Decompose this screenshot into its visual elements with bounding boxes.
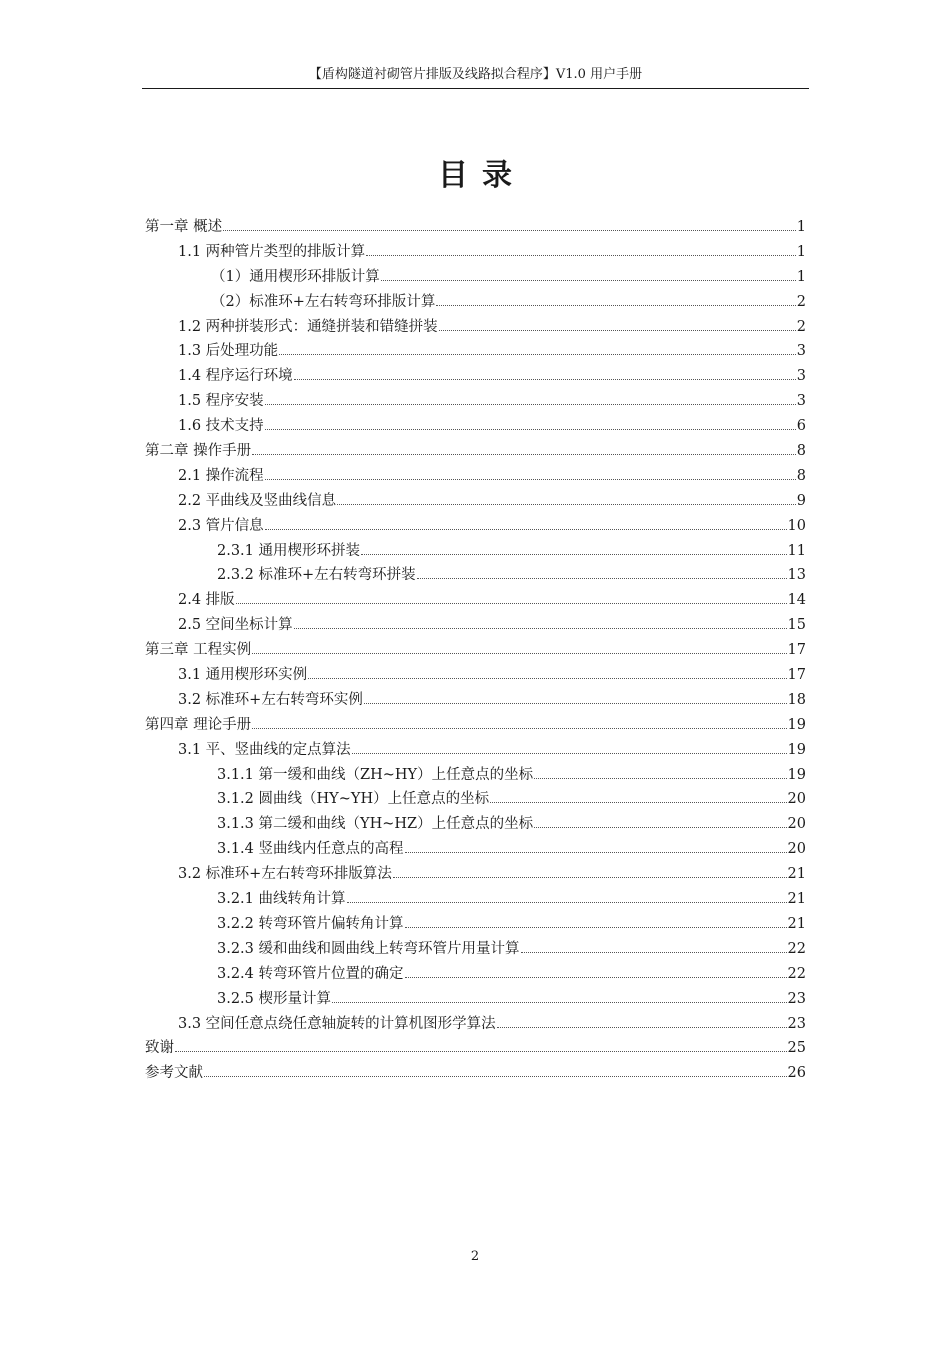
toc-entry-label: 3.3 空间任意点绕任意轴旋转的计算机图形学算法 xyxy=(178,1015,496,1032)
toc-entry[interactable] xyxy=(145,563,806,588)
toc-entry-page: 23 xyxy=(787,990,806,1007)
toc-entry-label: 1.2 两种拼装形式：通缝拼装和错缝拼装 xyxy=(178,318,438,335)
toc-entry[interactable] xyxy=(145,240,806,265)
toc-entry[interactable] xyxy=(145,713,806,738)
toc-entry-page: 19 xyxy=(787,766,806,783)
toc-entry-page: 3 xyxy=(796,343,806,360)
toc-dot-leader xyxy=(252,728,786,729)
toc-entry-page: 13 xyxy=(787,567,806,584)
toc-entry-label: 1.5 程序安装 xyxy=(178,393,264,410)
toc-dot-leader xyxy=(361,554,787,555)
toc-dot-leader xyxy=(490,802,786,803)
toc-entry[interactable] xyxy=(145,265,806,290)
toc-dot-leader xyxy=(417,578,787,579)
toc-entry-page: 23 xyxy=(787,1015,806,1032)
toc-dot-leader xyxy=(204,1076,787,1077)
toc-entry-label: 2.5 空间坐标计算 xyxy=(178,617,293,634)
toc-entry[interactable] xyxy=(145,962,806,987)
toc-entry[interactable] xyxy=(145,987,806,1012)
toc-entry[interactable] xyxy=(145,613,806,638)
toc-entry[interactable] xyxy=(145,837,806,862)
toc-entry[interactable] xyxy=(145,738,806,763)
toc-entry[interactable] xyxy=(145,1012,806,1037)
toc-entry[interactable] xyxy=(145,464,806,489)
toc-entry-page: 10 xyxy=(787,517,806,534)
toc-entry-page: 2 xyxy=(796,318,806,335)
toc-entry-page: 14 xyxy=(787,592,806,609)
toc-entry-label: 3.1 通用楔形环实例 xyxy=(178,667,308,684)
toc-dot-leader xyxy=(364,703,787,704)
toc-entry-page: 1 xyxy=(796,219,806,235)
toc-entry-label: 第二章 操作手册 xyxy=(145,443,252,460)
toc-entry-label: （2）标准环+左右转弯环排版计算 xyxy=(211,293,436,310)
toc-dot-leader xyxy=(347,902,787,903)
toc-entry[interactable] xyxy=(145,439,806,464)
toc-dot-leader xyxy=(405,977,787,978)
running-header: 【盾构隧道衬砌管片排版及线路拟合程序】V1.0 用户手册 xyxy=(308,67,643,82)
toc-entry-label: 3.2 标准环+左右转弯环实例 xyxy=(178,691,363,708)
toc-entry[interactable] xyxy=(145,763,806,788)
toc-entry[interactable] xyxy=(145,315,806,340)
toc-dot-leader xyxy=(308,678,786,679)
toc-entry-page: 25 xyxy=(787,1040,806,1057)
toc-entry-label: 3.2.3 缓和曲线和圆曲线上转弯环管片用量计算 xyxy=(217,940,520,957)
toc-entry[interactable] xyxy=(145,290,806,315)
toc-entry[interactable] xyxy=(145,364,806,389)
toc-dot-leader xyxy=(352,753,787,754)
toc-entry-label: 2.1 操作流程 xyxy=(178,467,264,484)
toc-entry-page: 3 xyxy=(796,393,806,410)
toc-entry[interactable] xyxy=(145,887,806,912)
toc-entry-page: 18 xyxy=(787,691,806,708)
toc-dot-leader xyxy=(521,952,787,953)
toc-entry[interactable] xyxy=(145,1061,806,1086)
toc-entry-label: 2.4 排版 xyxy=(178,592,235,609)
toc-dot-leader xyxy=(436,305,795,306)
toc-dot-leader xyxy=(294,379,796,380)
toc-dot-leader xyxy=(439,330,796,331)
toc-entry-page: 6 xyxy=(796,418,806,435)
toc-entry-label: 3.2.2 转弯环管片偏转角计算 xyxy=(217,915,404,932)
toc-dot-leader xyxy=(497,1027,787,1028)
toc-entry[interactable] xyxy=(145,414,806,439)
toc-dot-leader xyxy=(405,852,787,853)
toc-entry-label: 2.2 平曲线及竖曲线信息 xyxy=(178,492,337,509)
toc-entry-label: 致谢 xyxy=(145,1040,174,1057)
toc-entry[interactable] xyxy=(145,215,806,240)
toc-entry-label: 2.3.1 通用楔形环拼装 xyxy=(217,542,361,559)
toc-entry-page: 20 xyxy=(787,816,806,833)
toc-dot-leader xyxy=(381,280,796,281)
toc-dot-leader xyxy=(366,255,796,256)
toc-entry-label: 第三章 工程实例 xyxy=(145,642,252,659)
toc-dot-leader xyxy=(175,1051,787,1052)
toc-entry[interactable] xyxy=(145,514,806,539)
toc-entry-page: 20 xyxy=(787,841,806,858)
toc-dot-leader xyxy=(534,778,786,779)
toc-entry-page: 9 xyxy=(796,492,806,509)
toc-entry-page: 22 xyxy=(787,965,806,982)
toc-dot-leader xyxy=(337,504,796,505)
toc-entry-label: 1.4 程序运行环境 xyxy=(178,368,293,385)
page-number: 2 xyxy=(470,1249,480,1264)
toc-entry-page: 21 xyxy=(787,915,806,932)
toc-entry[interactable] xyxy=(145,663,806,688)
toc-dot-leader xyxy=(265,429,796,430)
toc-entry-page: 19 xyxy=(787,716,806,733)
toc-entry-label: 3.1.2 圆曲线（HY~YH）上任意点的坐标 xyxy=(217,791,490,808)
toc-entry-page: 15 xyxy=(787,617,806,634)
toc-entry-page: 11 xyxy=(787,542,806,559)
toc-entry-page: 1 xyxy=(796,243,806,260)
toc-entry-label: 3.1.4 竖曲线内任意点的高程 xyxy=(217,841,404,858)
toc-entry-label: 参考文献 xyxy=(145,1065,203,1082)
header-rule xyxy=(142,88,809,89)
toc-dot-leader xyxy=(265,404,796,405)
toc-dot-leader xyxy=(294,628,787,629)
toc-entry[interactable] xyxy=(145,787,806,812)
toc-entry-page: 3 xyxy=(796,368,806,385)
toc-entry-page: 17 xyxy=(787,642,806,659)
toc-entry-page: 21 xyxy=(787,866,806,883)
toc-entry[interactable] xyxy=(145,539,806,564)
toc-entry-page: 19 xyxy=(787,741,806,758)
toc-entry-page: 26 xyxy=(787,1065,806,1082)
toc-entry-label: （1）通用楔形环排版计算 xyxy=(211,268,380,285)
toc-dot-leader xyxy=(393,877,787,878)
toc-entry[interactable] xyxy=(145,489,806,514)
toc-entry[interactable] xyxy=(145,688,806,713)
toc-entry-label: 3.1 平、竖曲线的定点算法 xyxy=(178,741,351,758)
toc-entry[interactable] xyxy=(145,389,806,414)
toc-dot-leader xyxy=(332,1002,787,1003)
toc-entry-label: 第四章 理论手册 xyxy=(145,716,252,733)
toc-entry[interactable] xyxy=(145,862,806,887)
toc-entry[interactable] xyxy=(145,812,806,837)
toc-entry-label: 1.6 技术支持 xyxy=(178,418,264,435)
toc-entry-page: 17 xyxy=(787,667,806,684)
toc-entry-label: 3.2.1 曲线转角计算 xyxy=(217,891,346,908)
toc-entry[interactable] xyxy=(145,912,806,937)
toc-entry-page: 8 xyxy=(796,467,806,484)
toc-dot-leader xyxy=(252,454,796,455)
toc-entry-page: 8 xyxy=(796,443,806,460)
toc-dot-leader xyxy=(252,653,786,654)
toc-dot-leader xyxy=(405,927,787,928)
toc-entry-label: 2.3 管片信息 xyxy=(178,517,264,534)
toc-entry-label: 1.1 两种管片类型的排版计算 xyxy=(178,243,366,260)
toc-dot-leader xyxy=(265,529,787,530)
toc-entry-label: 3.2.4 转弯环管片位置的确定 xyxy=(217,965,404,982)
toc-entry-label: 3.1.1 第一缓和曲线（ZH~HY）上任意点的坐标 xyxy=(217,766,534,783)
toc-entry-label: 1.3 后处理功能 xyxy=(178,343,279,360)
toc-entry-label: 3.2 标准环+左右转弯环排版算法 xyxy=(178,866,392,883)
toc-entry[interactable] xyxy=(145,937,806,962)
toc-entry-label: 第一章 概述 xyxy=(145,219,223,235)
toc-entry[interactable] xyxy=(145,588,806,613)
toc-dot-leader xyxy=(223,230,796,231)
toc-entry-label: 3.2.5 楔形量计算 xyxy=(217,990,332,1007)
toc-dot-leader xyxy=(236,603,787,604)
toc-dot-leader xyxy=(265,479,796,480)
toc-entry[interactable] xyxy=(145,1036,806,1061)
toc-entry[interactable] xyxy=(145,638,806,663)
toc-entry-label: 2.3.2 标准环+左右转弯环拼装 xyxy=(217,567,416,584)
table-of-contents xyxy=(145,215,806,1086)
toc-entry[interactable] xyxy=(145,339,806,364)
toc-entry-page: 2 xyxy=(796,293,806,310)
toc-entry-page: 1 xyxy=(796,268,806,285)
toc-entry-page: 22 xyxy=(787,940,806,957)
toc-entry-page: 20 xyxy=(787,791,806,808)
toc-entry-page: 21 xyxy=(787,891,806,908)
toc-dot-leader xyxy=(534,827,786,828)
toc-dot-leader xyxy=(279,354,796,355)
toc-entry-label: 3.1.3 第二缓和曲线（YH~HZ）上任意点的坐标 xyxy=(217,816,534,833)
toc-title: 目录 xyxy=(438,158,526,193)
